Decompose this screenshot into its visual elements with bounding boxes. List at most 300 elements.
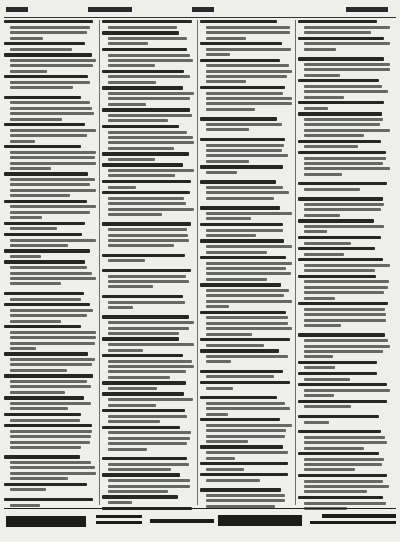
entry-detail-line (304, 286, 388, 289)
footer-text-line (96, 521, 142, 524)
entry-name-line (102, 495, 178, 498)
entry-detail-line (108, 442, 187, 445)
entry-name-line (4, 249, 90, 252)
entry-detail-line (108, 234, 188, 237)
column-divider (295, 20, 296, 505)
entry-detail-line (206, 289, 289, 292)
entry-name-line (102, 295, 183, 298)
entry-detail-line (10, 336, 96, 339)
entry-detail-line (10, 211, 90, 214)
entry-detail-line (108, 92, 194, 95)
entry-detail-line (304, 490, 367, 493)
entry-name-line (4, 483, 87, 486)
entry-name-line (298, 333, 385, 336)
entry-name-line (4, 145, 81, 148)
entry-detail-line (108, 463, 189, 466)
entry-name-line (200, 462, 288, 465)
entry-detail-line (10, 402, 91, 405)
entry-detail-line (206, 322, 288, 325)
entry-name-line (298, 79, 379, 82)
entry-detail-line (304, 313, 386, 316)
entry-detail-line (108, 376, 170, 379)
entry-detail-line (304, 90, 388, 93)
entry-name-line (200, 86, 285, 89)
entry-name-line (200, 59, 280, 62)
entry-detail-line (206, 300, 292, 303)
entry-name-line (4, 200, 87, 203)
entry-detail-line (304, 389, 390, 392)
entry-detail-line (304, 480, 383, 483)
listing-column-4 (298, 20, 390, 505)
entry-detail-line (206, 53, 230, 56)
entry-detail-line (10, 358, 95, 361)
entry-detail-line (206, 267, 286, 270)
entry-detail-line (108, 141, 194, 144)
entry-name-line (4, 42, 85, 45)
entry-detail-line (10, 81, 90, 84)
entry-detail-line (108, 431, 191, 434)
entry-detail-line (304, 291, 384, 294)
entry-name-line (102, 31, 179, 34)
entry-detail-line (206, 102, 292, 105)
entry-detail-line (10, 216, 42, 219)
entry-detail-line (108, 485, 190, 488)
entry-name-line (200, 239, 284, 242)
entry-detail-line (304, 394, 334, 397)
entry-detail-line (304, 203, 384, 206)
entry-detail-line (206, 251, 267, 254)
entry-name-line (4, 222, 85, 225)
entry-detail-line (10, 277, 96, 280)
entry-detail-line (108, 479, 190, 482)
entry-detail-line (304, 319, 386, 322)
entry-detail-line (10, 298, 81, 301)
entry-detail-line (108, 136, 193, 139)
entry-detail-line (304, 107, 328, 110)
entry-detail-line (206, 75, 287, 78)
entry-name-line (200, 283, 281, 286)
entry-detail-line (10, 266, 87, 269)
entry-detail-line (108, 468, 171, 471)
entry-detail-line (10, 112, 94, 115)
entry-name-line (200, 42, 282, 45)
entry-name-line (4, 233, 82, 236)
entry-detail-line (304, 468, 355, 471)
entry-detail-line (304, 345, 390, 348)
entry-detail-line (108, 306, 133, 309)
entry-detail-line (304, 350, 383, 353)
entry-detail-line (206, 375, 274, 378)
entry-detail-line (10, 331, 96, 334)
entry-name-line (102, 354, 183, 357)
entry-detail-line (108, 332, 179, 335)
entry-detail-line (108, 64, 155, 67)
entry-detail-line (10, 167, 51, 170)
advertisement-footer (4, 508, 396, 540)
entry-name-line (4, 53, 92, 56)
entry-detail-line (10, 407, 68, 410)
footer-text-line (150, 519, 214, 523)
entry-detail-line (206, 294, 284, 297)
entry-name-line (4, 292, 84, 295)
entry-detail-line (10, 504, 40, 507)
entry-detail-line (206, 413, 228, 416)
entry-detail-line (108, 301, 185, 304)
entry-detail-line (10, 342, 95, 345)
entry-detail-line (10, 320, 61, 323)
entry-detail-line (304, 162, 383, 165)
entry-detail-line (10, 59, 96, 62)
entry-detail-line (206, 245, 292, 248)
entry-detail-line (304, 502, 386, 505)
entry-name-line (4, 325, 81, 328)
entry-detail-line (10, 272, 92, 275)
entry-detail-line (108, 343, 194, 346)
entry-detail-line (206, 262, 292, 265)
entry-detail-line (10, 314, 87, 317)
entry-detail-line (206, 278, 267, 281)
entry-detail-line (108, 349, 143, 352)
entry-name-line (298, 258, 383, 261)
entry-name-line (102, 269, 191, 272)
entry-detail-line (304, 48, 336, 51)
entry-detail-line (304, 441, 387, 444)
entry-detail-line (304, 118, 383, 121)
entry-detail-line (108, 158, 155, 161)
entry-detail-line (108, 75, 190, 78)
entry-name-line (4, 123, 85, 126)
entry-name-line (4, 424, 92, 427)
entry-name-line (102, 409, 185, 412)
entry-detail-line (108, 448, 147, 451)
entry-detail-line (108, 147, 174, 150)
entry-detail-line (206, 451, 288, 454)
entry-detail-line (304, 421, 329, 424)
entry-detail-line (10, 178, 95, 181)
entry-detail-line (10, 70, 47, 73)
entry-name-line (298, 37, 384, 40)
entry-detail-line (10, 26, 90, 29)
entry-detail-line (10, 205, 96, 208)
entry-detail-line (206, 64, 289, 67)
entry-detail-line (304, 485, 389, 488)
entry-detail-line (206, 327, 292, 330)
entry-detail-line (206, 316, 288, 319)
entry-detail-line (304, 173, 342, 176)
entry-detail-line (304, 188, 360, 191)
entry-detail-line (108, 131, 187, 134)
entry-name-line (102, 392, 184, 395)
entry-name-line (102, 70, 184, 73)
entry-name-line (4, 352, 88, 355)
entry-detail-line (304, 42, 390, 45)
entry-detail-line (304, 253, 344, 256)
footer-headline-left (6, 516, 86, 527)
entry-name-line (102, 337, 179, 340)
entry-detail-line (304, 297, 335, 300)
entry-detail-line (206, 128, 249, 131)
entry-name-line (298, 101, 384, 104)
entry-detail-line (304, 436, 385, 439)
entry-detail-line (10, 419, 80, 422)
entry-detail-line (108, 197, 184, 200)
entry-detail-line (304, 269, 375, 272)
entry-name-line (200, 20, 277, 23)
entry-detail-line (206, 457, 235, 460)
entry-name-line (102, 473, 180, 476)
entry-name-line (298, 400, 387, 403)
entry-detail-line (206, 97, 292, 100)
entry-detail-line (304, 145, 358, 148)
entry-detail-line (206, 468, 244, 471)
entry-detail-line (108, 37, 187, 40)
entry-detail-line (10, 363, 92, 366)
entry-detail-line (206, 229, 283, 232)
entry-detail-line (206, 191, 289, 194)
entry-detail-line (108, 202, 186, 205)
entry-detail-line (10, 86, 73, 89)
entry-detail-line (10, 347, 36, 350)
entry-detail-line (108, 415, 187, 418)
listing-column-2 (102, 20, 194, 505)
entry-name-line (200, 418, 280, 421)
entry-detail-line (206, 212, 292, 215)
entry-detail-line (108, 186, 136, 189)
entry-detail-line (206, 429, 286, 432)
entry-detail-line (108, 365, 194, 368)
entry-detail-line (10, 31, 87, 34)
header-left-keyword (88, 7, 132, 12)
entry-detail-line (206, 344, 264, 347)
entry-name-line (200, 381, 290, 384)
column-divider (99, 20, 100, 505)
entry-detail-line (108, 54, 190, 57)
entry-detail-line (304, 264, 390, 267)
entry-detail-line (108, 174, 175, 177)
entry-name-line (4, 498, 93, 501)
entry-detail-line (10, 48, 72, 51)
entry-detail-line (108, 327, 189, 330)
entry-detail-line (108, 420, 160, 423)
entry-detail-line (206, 144, 284, 147)
entry-detail-line (304, 31, 371, 34)
entry-detail-line (304, 208, 381, 211)
entry-detail-line (10, 189, 96, 192)
entry-name-line (102, 426, 180, 429)
entry-detail-line (10, 194, 70, 197)
entry-name-line (102, 20, 192, 23)
entry-detail-line (304, 85, 382, 88)
entry-detail-line (108, 398, 193, 401)
entry-name-line (200, 338, 290, 341)
entry-name-line (200, 370, 283, 373)
header-right-keyword (346, 7, 388, 12)
entry-name-line (298, 415, 379, 418)
entry-name-line (200, 488, 281, 491)
entry-detail-line (304, 214, 340, 217)
entry-detail-line (304, 463, 382, 466)
entry-detail-line (10, 156, 95, 159)
entry-detail-line (108, 42, 148, 45)
entry-name-line (298, 372, 377, 375)
entry-detail-line (304, 242, 351, 245)
entry-detail-line (10, 64, 93, 67)
entry-name-line (200, 473, 288, 476)
entry-detail-line (108, 501, 132, 504)
entry-detail-line (206, 160, 249, 163)
footer-text-line (310, 521, 396, 524)
header-center-mark (192, 7, 214, 12)
entry-detail-line (108, 321, 194, 324)
entry-detail-line (10, 244, 68, 247)
entry-detail-line (304, 96, 344, 99)
footer-logo-word (218, 515, 302, 526)
entry-detail-line (108, 285, 153, 288)
entry-name-line (298, 383, 387, 386)
footer-text-line (96, 515, 142, 518)
entry-name-line (4, 374, 93, 377)
footer-text-line (322, 514, 396, 518)
entry-detail-line (10, 435, 91, 438)
entry-name-line (4, 20, 93, 23)
entry-name-line (4, 260, 85, 263)
entry-detail-line (108, 437, 190, 440)
entry-name-line (298, 140, 381, 143)
entry-name-line (102, 222, 191, 225)
entry-detail-line (10, 107, 92, 110)
entry-detail-line (108, 360, 192, 363)
entry-detail-line (206, 333, 252, 336)
entry-detail-line (206, 387, 233, 390)
entry-detail-line (206, 70, 292, 73)
entry-detail-line (304, 68, 390, 71)
entry-detail-line (108, 208, 194, 211)
entry-detail-line (304, 26, 390, 29)
entry-detail-line (206, 108, 255, 111)
entry-detail-line (304, 123, 380, 126)
entry-detail-line (108, 275, 186, 278)
entry-detail-line (206, 355, 288, 358)
entry-detail-line (10, 380, 87, 383)
entry-name-line (298, 302, 388, 305)
entry-name-line (200, 396, 277, 399)
entry-name-line (200, 180, 276, 183)
entry-detail-line (10, 461, 91, 464)
entry-detail-line (206, 272, 291, 275)
entry-detail-line (108, 26, 177, 29)
entry-name-line (200, 349, 279, 352)
entry-detail-line (304, 280, 389, 283)
entry-detail-line (206, 92, 283, 95)
entry-name-line (200, 165, 283, 168)
entry-detail-line (10, 477, 68, 480)
entry-name-line (200, 138, 285, 141)
page-header (4, 3, 396, 18)
entry-detail-line (108, 114, 192, 117)
entry-detail-line (10, 391, 65, 394)
entry-name-line (4, 396, 84, 399)
entry-detail-line (206, 424, 292, 427)
entry-name-line (102, 457, 187, 460)
entry-detail-line (304, 157, 386, 160)
entry-detail-line (108, 103, 146, 106)
entry-detail-line (304, 458, 384, 461)
entry-name-line (102, 86, 183, 89)
entry-detail-line (10, 140, 35, 143)
entry-detail-line (10, 101, 90, 104)
entry-name-line (298, 219, 374, 222)
entry-detail-line (10, 466, 95, 469)
entry-detail-line (108, 259, 145, 262)
entry-name-line (298, 112, 382, 115)
entry-detail-line (304, 366, 335, 369)
entry-name-line (102, 381, 186, 384)
entry-detail-line (108, 239, 189, 242)
entry-detail-line (10, 385, 91, 388)
entry-name-line (200, 256, 286, 259)
entry-name-line (102, 108, 190, 111)
entry-name-line (298, 20, 377, 23)
entry-detail-line (206, 123, 282, 126)
entry-name-line (298, 496, 383, 499)
entry-detail-line (304, 447, 364, 450)
entry-detail-line (206, 48, 291, 51)
entry-detail-line (206, 407, 290, 410)
entry-detail-line (304, 378, 350, 381)
entry-detail-line (206, 435, 285, 438)
entry-name-line (200, 223, 283, 226)
entry-name-line (298, 275, 376, 278)
entry-detail-line (206, 234, 256, 237)
entry-detail-line (108, 213, 162, 216)
entry-detail-line (10, 151, 96, 154)
entry-name-line (298, 430, 381, 433)
entry-detail-line (108, 387, 157, 390)
entry-name-line (102, 163, 183, 166)
entry-name-line (200, 445, 283, 448)
entry-detail-line (206, 217, 251, 220)
entry-detail-line (10, 255, 41, 258)
entry-detail-line (304, 134, 364, 137)
entry-detail-line (108, 370, 186, 373)
entry-name-line (4, 96, 81, 99)
entry-name-line (4, 413, 81, 416)
entry-name-line (102, 152, 189, 155)
entry-detail-line (206, 171, 237, 174)
entry-detail-line (206, 37, 246, 40)
entry-name-line (102, 191, 190, 194)
entry-detail-line (10, 134, 87, 137)
entry-detail-line (206, 360, 231, 363)
entry-detail-line (304, 308, 385, 311)
column-divider (197, 20, 198, 505)
entry-name-line (4, 172, 88, 175)
entry-detail-line (10, 239, 96, 242)
entry-detail-line (206, 154, 288, 157)
entry-name-line (4, 75, 88, 78)
entry-name-line (298, 197, 383, 200)
entry-name-line (102, 125, 179, 128)
entry-name-line (298, 182, 387, 185)
entry-name-line (102, 254, 185, 257)
entry-detail-line (10, 37, 43, 40)
entry-detail-line (304, 129, 390, 132)
listing-column-3 (200, 20, 292, 505)
entry-name-line (102, 180, 191, 183)
entry-name-line (298, 57, 384, 60)
entry-detail-line (108, 228, 187, 231)
entry-name-line (200, 206, 280, 209)
